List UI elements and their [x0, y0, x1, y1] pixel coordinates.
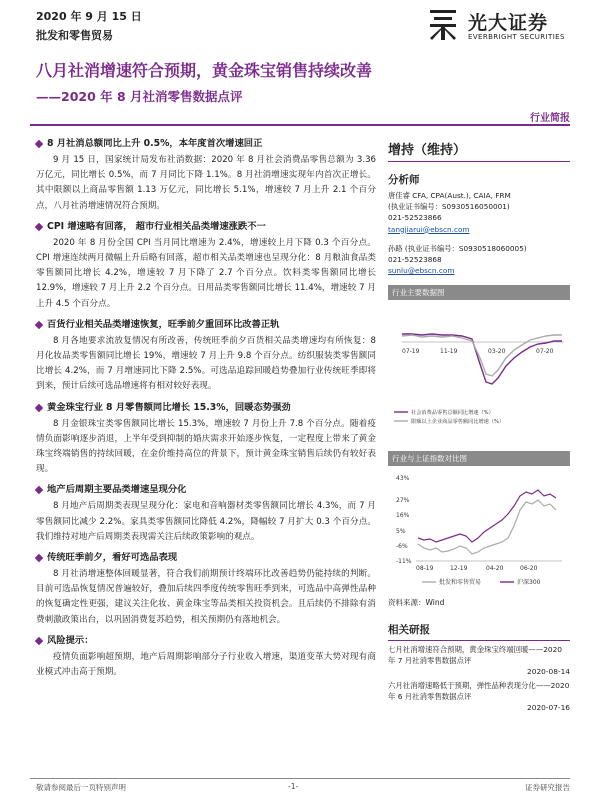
- section-heading: 地产后周期主要品类增速呈现分化: [36, 483, 376, 497]
- analyst-block: [388, 243, 570, 277]
- chart2-x-tick: 06-20: [520, 565, 538, 573]
- analyst-email-link[interactable]: sunlu@ebscn.com: [388, 266, 455, 276]
- chart1-x-tick: 11-19: [440, 348, 458, 356]
- section-heading: 风险提示：: [36, 634, 376, 648]
- section-heading: 百货行业相关品类增速恢复，旺季前夕重回环比改善正轨: [36, 318, 376, 332]
- section-heading: 黄金珠宝行业 8 月零售额同比增长 15.3%，回暖态势强劲: [36, 401, 376, 415]
- logo-text: 光大证券: [468, 12, 549, 34]
- main-body: [36, 131, 376, 680]
- chart1-series-retail: [402, 334, 562, 384]
- chart1-x-tick: 07-20: [536, 348, 554, 356]
- industry-data-chart: [388, 300, 570, 442]
- report-title: 八月社消增速符合预期，黄金珠宝销售持续改善: [36, 61, 373, 80]
- chart2-legend-label: 批发和零售贸易: [439, 579, 482, 587]
- chart2-series-index: [418, 490, 556, 542]
- chart-source: 资料来源：Wind: [388, 598, 445, 608]
- analyst-phone: 021-52523868: [388, 255, 442, 265]
- chart2-y-tick: -6%: [396, 543, 408, 551]
- section-paragraph: 8 月金银珠宝类零售额同比增长 15.3%，增速较 7 月份上升 7.8 个百分点。随着疫情负面影响逐步消退，上半年受到抑制的婚庆需求开始逐步恢复，一定程度上带来了黄金珠宝终端销售的持续回暖，在金价维持高位的背景下，预计黄金珠宝销售后续仍有较好表现。: [36, 418, 376, 475]
- section-heading: 8 月社消总额同比上升 0.5%，本年度首次增速回正: [36, 137, 376, 151]
- chart2-x-tick: 08-19: [416, 565, 434, 573]
- analyst-email-link[interactable]: tangjiarui@ebscn.com: [388, 224, 470, 234]
- footer-report-type: 证券研究报告: [525, 783, 570, 792]
- analyst-block: [388, 190, 570, 235]
- section-paragraph: 疫情负面影响超预期，地产后周期影响部分子行业收入增速，渠道变革大势对现有商业模式冲击高于预期。: [36, 651, 376, 678]
- section-paragraph: 8 月各地要求流放复情况有所改善，传统旺季前夕百货相关品类增速均有所恢复：8 月化妆品类零售额同比增长 19%，增速较 7 月上升 9.8 个百分点。纺织服装类零售额同比增长 4.2%，而 7 月增速同比下降 2.5%。可选品追踪回暖趋势叠加行业传统旺季即将到来，预计后续可选品增速将有相对较好表现。: [36, 335, 376, 392]
- section-paragraph: 2020 年 8 月份全国 CPI 当月同比增速为 2.4%，增速较上月下降 0.3 个百分点。CPI 增速连续两月微幅上升后略有回落，超市相关品类增速也呈现分化：8 月粮油食品类零售额同比增长 4.2%，增速较 7 月下降了 2.7 个百分点。饮料类零售额同比增长 12.9%，增速较 7 月上升 2.2 个百分点。日用品类零售额同比增长 11.4%，增速较 7 月上升 4.5 个百分点。: [36, 237, 376, 309]
- related-report-date: 2020-07-16: [527, 703, 570, 713]
- related-report-date: 2020-08-14: [527, 667, 570, 677]
- chart2-legend-label: 沪深300: [517, 579, 541, 587]
- chart2-y-tick: 43%: [396, 475, 410, 483]
- analyst-phone: 021-52523866: [388, 213, 442, 223]
- related-heading: 相关研报: [388, 624, 430, 637]
- rating: 增持（维持）: [388, 143, 467, 158]
- sector-name: 批发和零售贸易: [36, 29, 113, 42]
- analyst-name: 孙路: [388, 243, 403, 253]
- chart1-title: 行业主要数据图: [388, 285, 570, 300]
- report-date: 2020 年 9 月 15 日: [36, 10, 142, 23]
- page-number: -1-: [288, 782, 299, 791]
- related-divider: [388, 640, 570, 641]
- logo-english: EVERBRIGHT SECURITIES: [468, 33, 565, 41]
- company-logo: [430, 8, 575, 46]
- chart2-y-tick: -11%: [396, 558, 412, 566]
- sidebar-divider: [388, 161, 570, 162]
- chart2-x-tick: 12-19: [450, 565, 468, 573]
- report-subtitle: ——2020 年 8 月社消零售数据点评: [36, 89, 243, 104]
- analyst-name-cert: [388, 243, 570, 254]
- analyst-cert: (执业证书编号：S0930516050001): [388, 202, 510, 212]
- related-report-link[interactable]: 六月社消增速略低于预期，弹性品种表现分化——2020 年 6 月社消零售数据点评: [388, 681, 570, 702]
- chart1-legend-label: 限额以上企业商品零售额同比增速（%）: [411, 419, 505, 426]
- logo-mark-icon: [430, 10, 458, 40]
- sidebar: [388, 131, 570, 713]
- analyst-cert: (执业证书编号：S0930518060005): [404, 243, 527, 253]
- index-compare-chart: [388, 466, 570, 594]
- chart2-y-tick: 27%: [396, 497, 410, 505]
- footer-divider: [30, 778, 570, 779]
- chart1-svg: [388, 300, 570, 442]
- chart2-svg: [388, 466, 570, 594]
- section-paragraph: 9 月 15 日，国家统计局发布社消数据：2020 年 8 月社会消费品零售总额为 3.36 万亿元，同比增长 0.5%，而 7 月同比下降 1.1%。8 月社消增速实现年内首次正增长。其中限额以上商品零售额 1.13 万亿元，同比增长 5.1%，增速较 7 月上升 2.1 个百分点，八月社消增速情况符合预期。: [36, 155, 376, 211]
- chart1-x-tick: 07-19: [402, 348, 420, 356]
- chart1-legend-label: 社会消费品零售总额同比增速（%）: [411, 410, 494, 417]
- report-type: 行业简报: [530, 113, 570, 124]
- analysts-heading: 分析师: [388, 174, 420, 186]
- chart2-series-industry: [418, 500, 556, 554]
- chart2-title: 行业与上证指数对比图: [388, 451, 570, 466]
- chart2-y-tick: 5%: [396, 528, 406, 536]
- section-heading: 传统旺季前夕，看好可选品表现: [36, 551, 376, 565]
- title-divider: [30, 124, 570, 126]
- section-heading: CPI 增速略有回落， 超市行业相关品类增速涨跌不一: [36, 220, 376, 234]
- section-paragraph: 8 月社消增速整体回暖显著，符合我们前期预计终端环比改善趋势仍能持续的判断。目前可选品恢复情况普遍较好，叠加后续四季度传统零售旺季到来，可选品中高弹性品种的恢复确定性更强，建议关注化妆、黄金珠宝等品类相关投资机会。且后续仍不排除有消费刺激政策出台，以巩固消费复苏趋势，相关预期仍有落地机会。: [36, 569, 376, 625]
- footer-disclaimer: 敬请参阅最后一页特别声明: [36, 783, 126, 792]
- chart2-x-tick: 04-20: [486, 565, 504, 573]
- chart2-y-tick: 16%: [396, 512, 410, 520]
- analyst-name: 唐佳睿 CFA, CPA(Aust.), CAIA, FRM: [388, 191, 511, 200]
- section-paragraph: 8 月地产后周期类表现呈现分化：家电和音响器材类零售额同比增长 4.3%，而 7 月零售额同比减少 2.2%。家具类零售额同比降低 4.2%，降幅较 7 月扩大 0.3 个百分点。我们维持对地产后周期类表现需关注后续政策影响的观点。: [36, 501, 376, 542]
- related-report-link[interactable]: 七月社消增速符合预期，黄金珠宝终端回暖——2020 年 7 月社消零售数据点评: [388, 645, 563, 666]
- chart1-x-tick: 03-20: [488, 348, 506, 356]
